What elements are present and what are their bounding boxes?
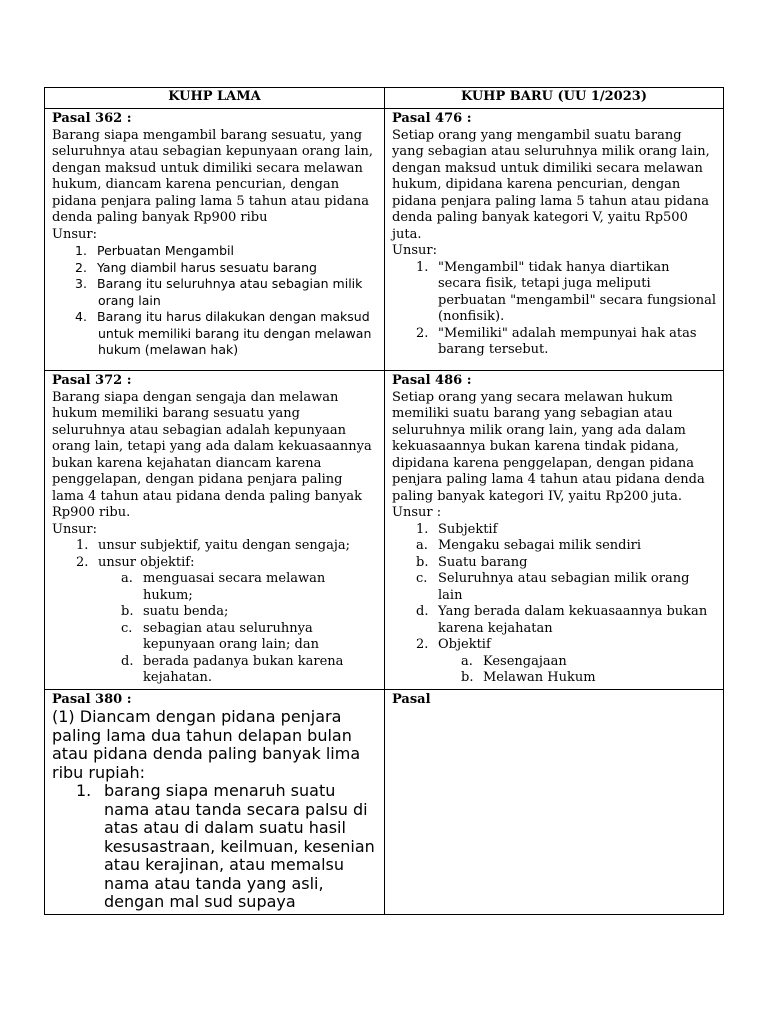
- cell-pasal-empty: [385, 689, 724, 914]
- list-item: 2. Yang diambil harus sesuatu barang: [75, 259, 317, 275]
- header-kuhp-baru: KUHP BARU (UU 1/2023): [385, 88, 724, 109]
- list-item: b. suatu benda;: [121, 604, 229, 619]
- list-item: c. Seluruhnya atau sebagian milik orang lain: [416, 571, 690, 603]
- cell-pasal-486: [385, 371, 724, 690]
- list-item: d. Yang berada dalam kekuasaannya bukan karena kejahatan: [416, 604, 708, 636]
- pasal-text: Setiap orang yang mengambil suatu barang yang sebagian atau seluruhnya milik orang lain, dengan maksud untuk dimiliki secara melawan hukum, dipidana karena pencurian, dengan pidana penjara paling lama 5 tahun atau pidana denda paling banyak kategori V, yaitu Rp500 juta.: [392, 127, 710, 242]
- table-header-row: [45, 88, 724, 109]
- list-item: 1. Perbuatan Mengambil: [75, 243, 234, 258]
- list-item: 1. barang siapa menaruh suatu nama atau tanda secara palsu di atas atau di dalam suatu hasil kesusastraan, keilmuan, kesenian atau kerajinan, atau memalsu nama atau tanda yang asli, dengan mal sud supaya: [76, 781, 375, 911]
- list-item: b. Melawan Hukum: [461, 670, 596, 685]
- unsur-list: [392, 637, 716, 654]
- pasal-text: Barang siapa dengan sengaja dan melawan hukum memiliki barang sesuatu yang seluruhnya atau sebagian adalah kepunyaan orang lain, tetapi yang ada dalam kekuasaannya bukan karena kejahatan diancam karena penggelapan, dengan pidana penjara paling lama 4 tahun atau pidana denda paling banyak Rp900 ribu.: [52, 389, 372, 520]
- cell-pasal-380: [45, 689, 385, 914]
- cell-pasal-372: [45, 371, 385, 690]
- unsur-sublist: [392, 538, 716, 637]
- list-item: 2. Objektif: [416, 637, 491, 652]
- pasal-title: Pasal 486 :: [392, 373, 472, 388]
- unsur-sublist: [392, 654, 716, 687]
- pasal-title: Pasal 362 :: [52, 111, 132, 126]
- unsur-list: [392, 260, 716, 359]
- list-item: d. berada padanya bukan karena kejahatan.: [121, 653, 344, 685]
- pasal-title: Pasal 372 :: [52, 373, 132, 388]
- unsur-list: [52, 538, 377, 571]
- list-item: 3. Barang itu seluruhnya atau sebagian milik orang lain: [75, 276, 363, 308]
- table-row: [45, 109, 724, 371]
- list-item: 1. Subjektif: [416, 521, 498, 537]
- list-item: a. menguasai secara melawan hukum;: [121, 571, 326, 603]
- comparison-table: [44, 87, 724, 915]
- list-item: 1. "Mengambil" tidak hanya diartikan secara fisik, tetapi juga meliputi perbuatan "mengambil" secara fungsional (nonfisik).: [416, 259, 716, 324]
- unsur-label: Unsur :: [392, 505, 442, 520]
- unsur-label: Unsur:: [52, 226, 97, 242]
- list-item: 2. unsur objektif:: [76, 554, 195, 570]
- pasal-title: Pasal: [392, 691, 431, 707]
- pasal-text: Barang siapa mengambil barang sesuatu, yang seluruhnya atau sebagian kepunyaan orang lain, dengan maksud untuk dimiliki secara melawan hukum, diancam karena pencurian, dengan pidana penjara paling lama 5 tahun atau pidana denda paling banyak Rp900 ribu: [52, 127, 374, 225]
- list-item: 1. unsur subjektif, yaitu dengan sengaja;: [76, 538, 351, 553]
- unsur-label: Unsur:: [52, 521, 97, 537]
- list-item: 4. Barang itu harus dilakukan dengan maksud untuk memiliki barang itu dengan melawan hukum (melawan hak): [75, 309, 372, 357]
- cell-pasal-362: [45, 109, 385, 371]
- list-item: a. Kesengajaan: [461, 653, 567, 669]
- list-item: c. sebagian atau seluruhnya kepunyaan orang lain; dan: [121, 620, 320, 652]
- table-row: [45, 371, 724, 690]
- list-item: 2. "Memiliki" adalah mempunyai hak atas barang tersebut.: [416, 325, 697, 357]
- list-item: a. Mengaku sebagai milik sendiri: [416, 538, 642, 553]
- unsur-list: [52, 243, 377, 359]
- unsur-list: [392, 522, 716, 539]
- pasal-title: Pasal 380 :: [52, 691, 132, 707]
- table-row: [45, 689, 724, 914]
- pasal-text: Setiap orang yang secara melawan hukum memiliki suatu barang yang sebagian atau seluruhnya milik orang lain, yang ada dalam kekuasaannya bukan karena tindak pidana, dipidana karena penggelapan, dengan pidana penjara paling lama 4 tahun atau pidana denda paling banyak kategori IV, yaitu Rp200 juta.: [392, 389, 705, 504]
- unsur-sublist: [52, 571, 377, 687]
- pasal-text: (1) Diancam dengan pidana penjara paling lama dua tahun delapan bulan atau pidana denda paling banyak lima ribu rupiah:: [52, 707, 361, 782]
- unsur-label: Unsur:: [392, 243, 437, 258]
- pasal-list: [52, 782, 377, 912]
- pasal-title: Pasal 476 :: [392, 111, 472, 126]
- header-kuhp-lama: KUHP LAMA: [45, 88, 385, 109]
- list-item: b. Suatu barang: [416, 554, 528, 570]
- cell-pasal-476: [385, 109, 724, 371]
